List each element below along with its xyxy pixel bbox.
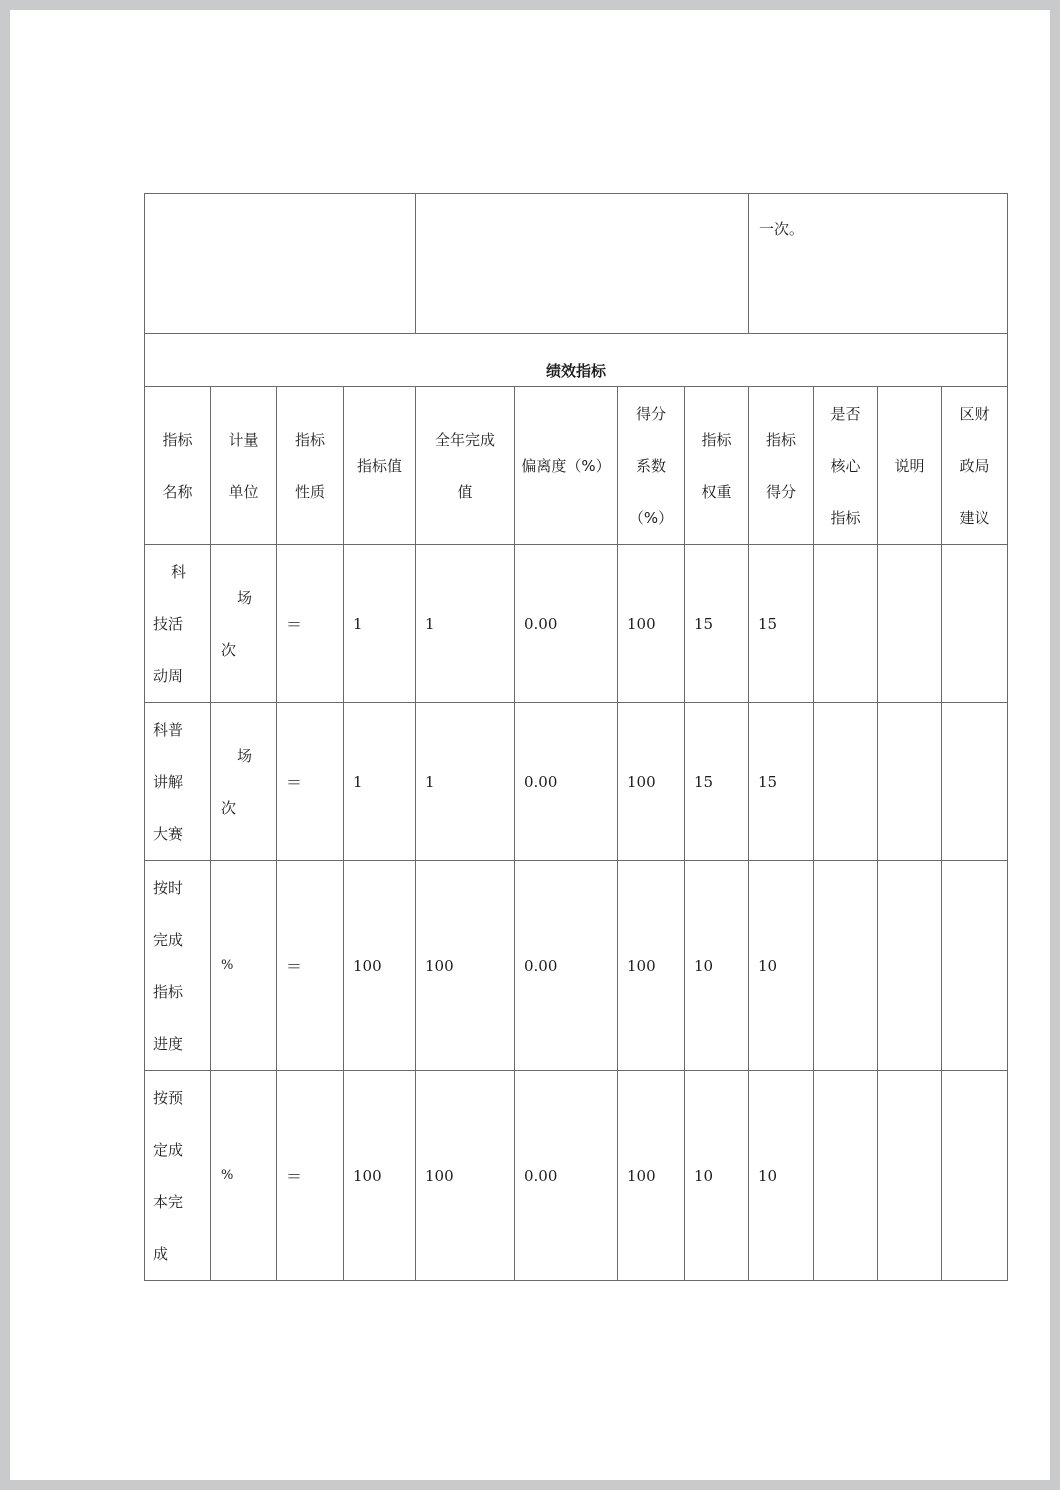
cell-finance-advice <box>942 861 1008 1071</box>
header-line: 指标 <box>830 508 861 527</box>
cell-deviation: 0.00 <box>515 703 618 861</box>
table-row <box>145 861 1008 1071</box>
unit-line: 场 <box>237 588 253 607</box>
section-title-row <box>145 334 1008 387</box>
cell-weight: 15 <box>685 545 749 703</box>
cell-score-coefficient: 100 <box>618 861 685 1071</box>
cell-indicator-name <box>145 1071 211 1281</box>
cell-is-core <box>814 1071 878 1281</box>
table-row <box>145 1071 1008 1281</box>
header-line: 系数 <box>635 456 666 475</box>
header-annual-actual <box>416 387 515 545</box>
header-score-coefficient <box>618 387 685 545</box>
header-line: 单位 <box>228 482 259 501</box>
header-nature <box>277 387 344 545</box>
document-page <box>10 10 1050 1480</box>
top-note-cell <box>749 194 1008 334</box>
unit-line: 次 <box>221 640 237 659</box>
header-target-value <box>344 387 416 545</box>
cell-is-core <box>814 545 878 703</box>
name-line: 按时 <box>153 878 184 897</box>
cell-deviation: 0.00 <box>515 545 618 703</box>
cell-finance-advice <box>942 1071 1008 1281</box>
header-indicator-name <box>145 387 211 545</box>
cell-is-core <box>814 861 878 1071</box>
cell-score-coefficient: 100 <box>618 545 685 703</box>
cell-is-core <box>814 703 878 861</box>
header-line: 说明 <box>894 456 925 475</box>
header-line: 值 <box>457 482 473 501</box>
top-row <box>145 194 1008 334</box>
name-line: 成 <box>153 1244 169 1263</box>
cell-unit <box>211 1071 277 1281</box>
cell-deviation: 0.00 <box>515 861 618 1071</box>
header-line: 性质 <box>294 482 325 501</box>
header-line: 偏离度（%） <box>521 456 611 475</box>
cell-target-value: 100 <box>344 861 416 1071</box>
header-line: 是否 <box>830 404 861 423</box>
header-weight <box>685 387 749 545</box>
unit-line: 次 <box>221 798 237 817</box>
cell-score: 10 <box>749 1071 814 1281</box>
cell-finance-advice <box>942 545 1008 703</box>
cell-deviation: 0.00 <box>515 1071 618 1281</box>
section-title: 绩效指标 <box>145 334 1008 387</box>
cell-nature: ＝ <box>277 545 344 703</box>
name-line: 讲解 <box>153 772 184 791</box>
cell-nature: ＝ <box>277 861 344 1071</box>
performance-table <box>144 193 1008 1281</box>
header-line: 指标 <box>701 430 732 449</box>
cell-indicator-name <box>145 861 211 1071</box>
name-line: 本完 <box>153 1192 184 1211</box>
header-line: 得分 <box>635 404 666 423</box>
header-finance-advice <box>942 387 1008 545</box>
header-line: 政局 <box>959 456 990 475</box>
cell-target-value: 1 <box>344 545 416 703</box>
cell-score-coefficient: 100 <box>618 703 685 861</box>
cell-score: 15 <box>749 545 814 703</box>
cell-annual-actual: 100 <box>416 1071 515 1281</box>
unit-line: % <box>221 1167 234 1183</box>
cell-score: 10 <box>749 861 814 1071</box>
header-line: 名称 <box>162 482 193 501</box>
name-line: 技活 <box>153 614 184 633</box>
cell-unit <box>211 861 277 1071</box>
cell-target-value: 1 <box>344 703 416 861</box>
header-line: 建议 <box>959 508 990 527</box>
cell-target-value: 100 <box>344 1071 416 1281</box>
name-line: 按预 <box>153 1088 184 1107</box>
name-line: 科 <box>171 562 187 581</box>
table-row <box>145 703 1008 861</box>
cell-annual-actual: 100 <box>416 861 515 1071</box>
top-left-cell <box>145 194 416 334</box>
cell-unit <box>211 703 277 861</box>
header-unit <box>211 387 277 545</box>
cell-indicator-name <box>145 545 211 703</box>
cell-nature: ＝ <box>277 1071 344 1281</box>
header-line: 指标 <box>294 430 325 449</box>
cell-unit <box>211 545 277 703</box>
header-line: 指标 <box>162 430 193 449</box>
top-middle-cell <box>416 194 749 334</box>
header-line: 指标值 <box>356 456 402 475</box>
header-score <box>749 387 814 545</box>
header-line: 得分 <box>765 482 796 501</box>
header-line: 全年完成 <box>434 430 495 449</box>
cell-nature: ＝ <box>277 703 344 861</box>
cell-finance-advice <box>942 703 1008 861</box>
name-line: 科普 <box>153 720 184 739</box>
header-line: 权重 <box>701 482 732 501</box>
name-line: 定成 <box>153 1140 184 1159</box>
cell-description <box>878 1071 942 1281</box>
table-row <box>145 545 1008 703</box>
unit-line: 场 <box>237 746 253 765</box>
cell-score: 15 <box>749 703 814 861</box>
cell-weight: 10 <box>685 1071 749 1281</box>
cell-annual-actual: 1 <box>416 703 515 861</box>
cell-description <box>878 861 942 1071</box>
cell-weight: 10 <box>685 861 749 1071</box>
header-line: （%） <box>628 508 674 527</box>
name-line: 完成 <box>153 930 184 949</box>
note-text: 一次。 <box>759 220 805 238</box>
name-line: 指标 <box>153 982 184 1001</box>
cell-indicator-name <box>145 703 211 861</box>
name-line: 进度 <box>153 1034 184 1053</box>
header-line: 指标 <box>765 430 796 449</box>
cell-description <box>878 703 942 861</box>
name-line: 大赛 <box>153 824 184 843</box>
cell-description <box>878 545 942 703</box>
header-line: 核心 <box>830 456 861 475</box>
cell-annual-actual: 1 <box>416 545 515 703</box>
header-line: 区财 <box>959 404 990 423</box>
unit-line: % <box>221 957 234 973</box>
header-row <box>145 387 1008 545</box>
name-line: 动周 <box>153 666 184 685</box>
header-description <box>878 387 942 545</box>
cell-weight: 15 <box>685 703 749 861</box>
cell-score-coefficient: 100 <box>618 1071 685 1281</box>
header-line: 计量 <box>228 430 259 449</box>
header-deviation <box>515 387 618 545</box>
header-is-core <box>814 387 878 545</box>
